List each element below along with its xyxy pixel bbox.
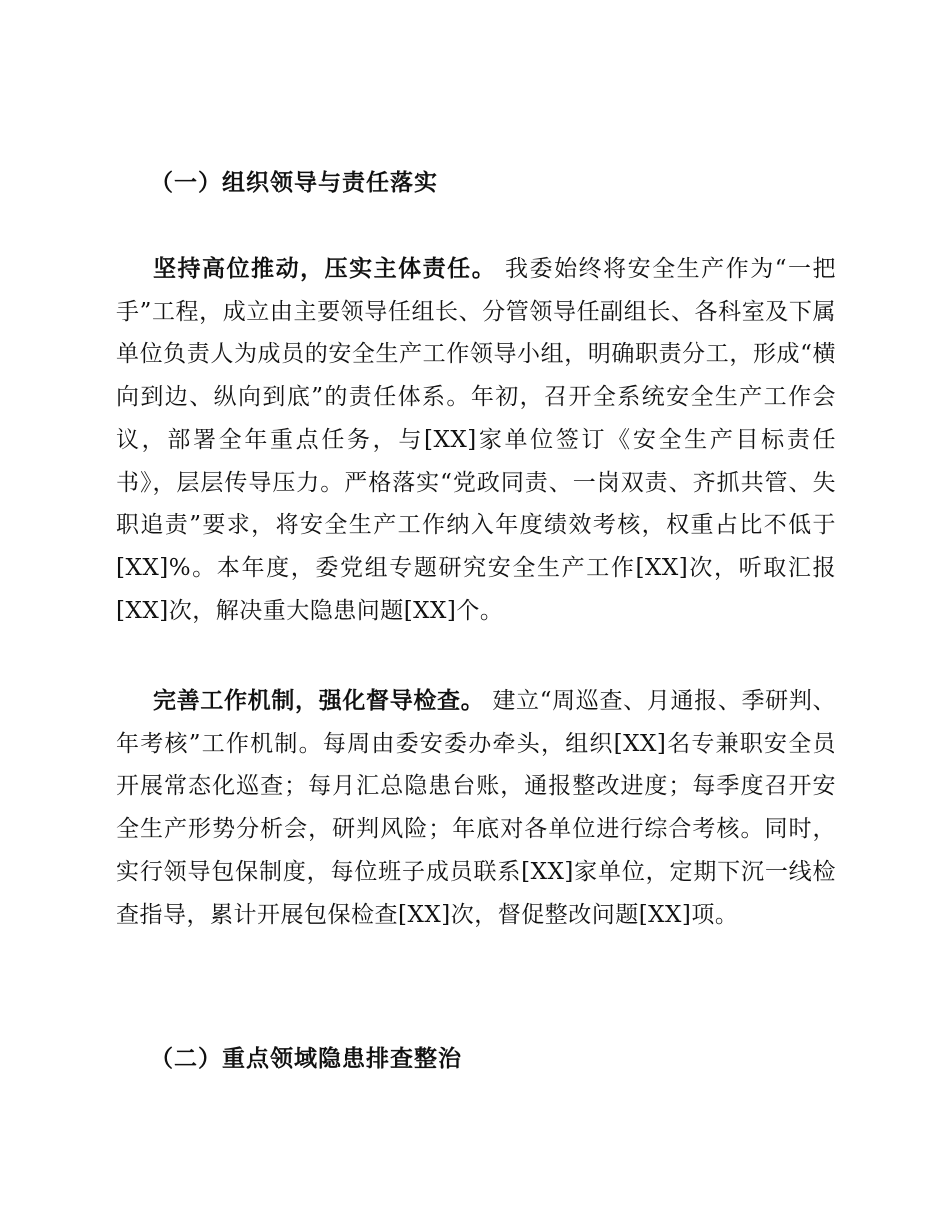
paragraph-body-2: 建立“周巡查、月通报、季研判、年考核”工作机制。每周由委安委办牵头，组织[XX]名专兼职安全员开展常态化巡查；每月汇总隐患台账，通报整改进度；每季度召开安全生产形势分析会，研判风险；年底对各单位进行综合考核。同时，实行领导包保制度，每位班子成员联系[XX]家单位，定期下沉一线检查指导，累计开展包保检查[XX]次，督促整改问题[XX]项。 [116,688,837,928]
paragraph-mechanism [116,680,836,936]
section-heading-2: （二）重点领域隐患排查整治 [150,1045,462,1072]
section-heading-1: （一）组织领导与责任落实 [150,169,438,196]
paragraph-body-1: 我委始终将安全生产作为“一把手”工程，成立由主要领导任组长、分管领导任副组长、各科室及下属单位负责人为成员的安全生产工作领导小组，明确职责分工，形成“横向到边、纵向到底”的责任体系。年初，召开全系统安全生产工作会议，部署全年重点任务，与[XX]家单位签订《安全生产目标责任书》，层层传导压力。严格落实“党政同责、一岗双责、齐抓共管、失职追责”要求，将安全生产工作纳入年度绩效考核，权重占比不低于[XX]%。本年度，委党组专题研究安全生产工作[XX]次，听取汇报[XX]次，解决重大隐患问题[XX]个。 [116,256,836,624]
paragraph-responsibility [116,248,836,632]
paragraph-lead-1: 坚持高位推动，压实主体责任。 [153,255,497,282]
paragraph-lead-2: 完善工作机制，强化督导检查。 [153,687,485,714]
